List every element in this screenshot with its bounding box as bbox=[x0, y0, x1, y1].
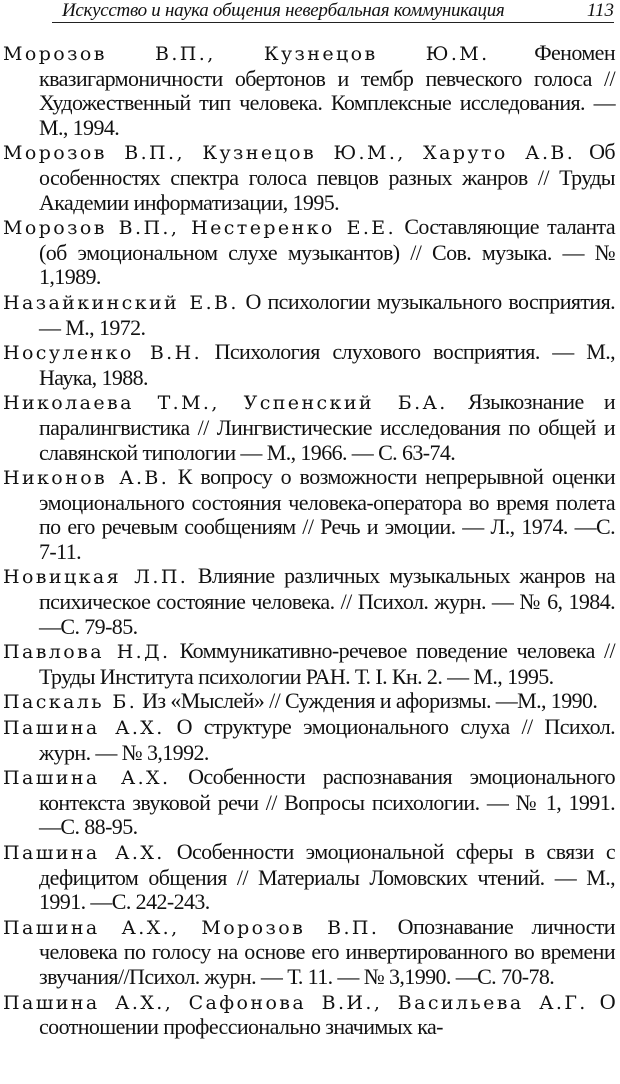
reference-text: Опознавание личности человека по голосу на основе его инвертированного во времени звучания//Психол. журн. — Т. 11. — № 3,1990. —С. 70-78. bbox=[39, 913, 615, 989]
reference-text: Особенности распознавания эмоционального контекста звуковой речи // Вопросы психологии. — № 1, 1991. —С. 88-95. bbox=[39, 764, 615, 840]
reference-author: Пашина А.Х. bbox=[3, 842, 165, 864]
reference-entry bbox=[3, 840, 615, 915]
reference-entry bbox=[3, 915, 615, 990]
running-header bbox=[52, 0, 614, 23]
reference-text: О психологии музыкального восприятия. — М., 1972. bbox=[39, 288, 615, 340]
reference-entry bbox=[3, 340, 615, 390]
reference-entry bbox=[3, 564, 615, 639]
reference-author: Никонов А.В. bbox=[3, 467, 170, 490]
reference-author: Пашина А.Х., Морозов В.П. bbox=[3, 916, 380, 939]
reference-entry bbox=[3, 390, 615, 465]
reference-entry bbox=[3, 639, 615, 689]
reference-entry bbox=[3, 689, 615, 715]
reference-author: Морозов В.П., Нестеренко Е.Е. bbox=[3, 217, 397, 240]
reference-author: Носуленко В.Н. bbox=[3, 342, 203, 365]
reference-author: Паскаль Б. bbox=[3, 691, 138, 714]
reference-text: О структуре эмоционального слуха // Психол. журн. — № 3,1992. bbox=[39, 714, 616, 765]
running-title: Искусство и наука общения невербальная коммуникация bbox=[62, 0, 505, 21]
reference-entry bbox=[3, 990, 615, 1040]
reference-author: Николаева Т.М., Успенский Б.А. bbox=[3, 392, 448, 415]
reference-author: Морозов В.П., Кузнецов Ю.М. bbox=[3, 43, 490, 65]
reference-author: Морозов В.П., Кузнецов Ю.М., Харуто А.В. bbox=[3, 142, 576, 165]
reference-author: Назайкинский Е.В. bbox=[3, 291, 239, 314]
reference-text: Составляющие таланта (об эмоциональном слухе музыкантов) // Сов. музыка. — № 1,1989. bbox=[39, 214, 615, 290]
reference-text: Влияние различных музыкальных жанров на психическое состояние человека. // Психол. журн. — № 6, 1984. —С. 79-85. bbox=[39, 563, 615, 639]
reference-text: К вопросу о возможности непрерывной оценки эмоционального состояния человека-оператора во время полета по его речевым сообщениям // Речь и эмоции. — Л., 1974. —С. 7-11. bbox=[39, 464, 616, 564]
page-number: 113 bbox=[586, 0, 614, 21]
reference-text: Об особенностях спектра голоса певцов разных жанров // Труды Академии информатизации, 1995. bbox=[39, 139, 615, 215]
reference-author: Пашина А.Х. bbox=[3, 717, 165, 740]
reference-entry bbox=[3, 140, 615, 215]
reference-entry bbox=[3, 465, 615, 564]
reference-author: Пашина А.Х. bbox=[3, 767, 171, 790]
reference-text: Коммуникативно-речевое поведение человека // Труды Института психологии РАН. Т. I. Кн. 2. — М., 1995. bbox=[39, 638, 616, 689]
reference-list bbox=[3, 41, 615, 1040]
reference-text: Из «Мыслей» // Суждения и афоризмы. —М., 1990. bbox=[137, 688, 598, 714]
reference-author: Новицкая Л.П. bbox=[3, 566, 189, 589]
reference-text: О соотношении профессионально значимых ка- bbox=[39, 988, 615, 1040]
reference-entry bbox=[3, 290, 615, 340]
reference-entry bbox=[3, 715, 615, 765]
reference-author: Пашина А.Х., Сафонова В.И., Васильева А.Г. bbox=[3, 991, 588, 1014]
reference-text: Особенности эмоциональной сферы в связи с дефицитом общения // Материалы Ломовских чтений. — М., 1991. —С. 242-243. bbox=[39, 839, 615, 915]
reference-text: Феномен квазигармоничности обертонов и тембр певческого голоса // Художественный тип человека. Комплексные исследования. — М., 1994. bbox=[39, 40, 615, 140]
reference-entry bbox=[3, 215, 615, 290]
reference-entry bbox=[3, 41, 615, 140]
reference-entry bbox=[3, 765, 615, 840]
reference-text: Языкознание и паралингвистика // Лингвистические исследования по общей и славянской типологии — М., 1966. — С. 63-74. bbox=[39, 389, 615, 465]
reference-text: Психология слухового восприятия. — М., Наука, 1988. bbox=[39, 339, 615, 390]
reference-author: Павлова Н.Д. bbox=[3, 641, 171, 664]
